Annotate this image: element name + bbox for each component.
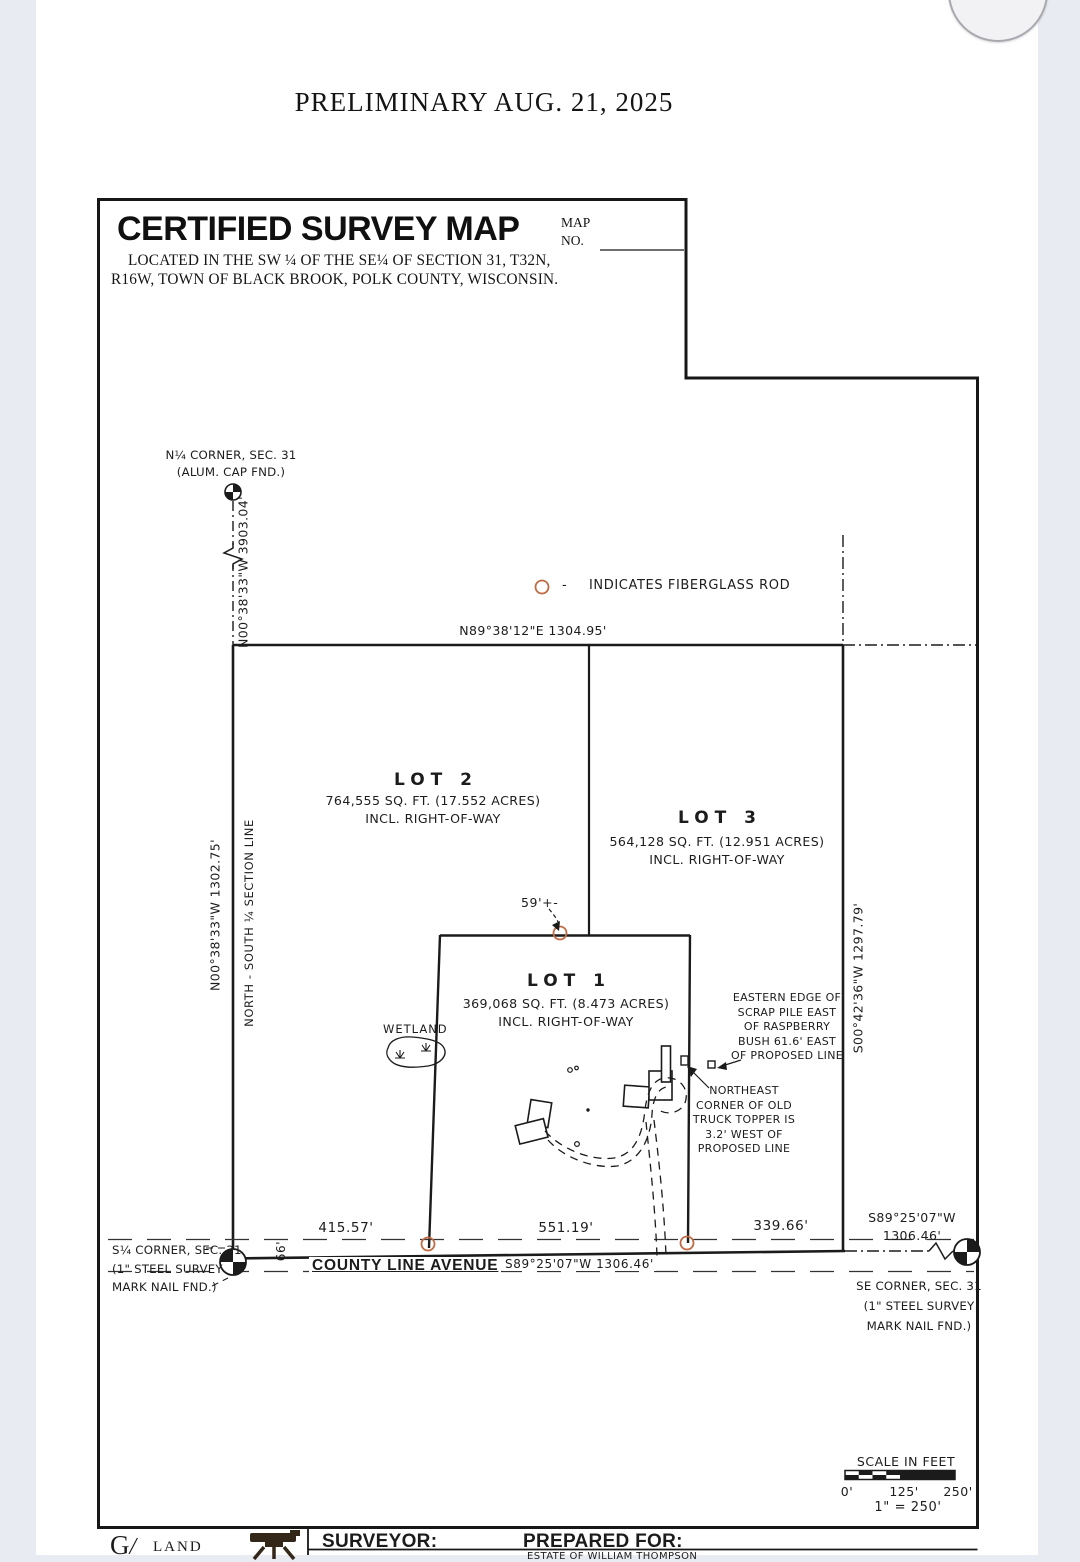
south-line-bearing: S89°25'07"W 1306.46' [505,1257,654,1271]
legend-text: INDICATES FIBERGLASS ROD [589,578,791,593]
note-line: EASTERN EDGE OF [732,991,842,1004]
scrap-arrowhead [717,1062,727,1070]
surveyor-heading: SURVEYOR: [322,1531,438,1552]
dist-415: 415.57' [318,1220,374,1236]
located-line-1: LOCATED IN THE SW ¼ OF THE SE¼ OF SECTION 31, T32N, [128,252,551,269]
truck-topper-marker [681,1056,688,1065]
offset-59-arrow [549,909,559,924]
north-tie-bearing: N00°38'33"W 3903.04' [235,496,251,648]
corner-label-line: (ALUM. CAP FND.) [176,465,286,479]
lot2-area: 764,555 SQ. FT. (17.552 ACRES) [325,793,541,808]
buildings [515,1046,672,1144]
note-line: OF RASPBERRY [743,1020,831,1034]
legend-rod-icon [536,581,549,594]
offset-59-arrowhead [552,921,560,931]
se-corner-label [856,1276,982,1336]
west-line-name: NORTH - SOUTH ¼ SECTION LINE [242,819,256,1027]
marsh-tuft-icon [395,1050,405,1058]
lot3-name: LOT 3 [677,808,763,828]
note-line: TRUCK TOPPER IS [692,1113,796,1127]
prepared-for-value: ESTATE OF WILLIAM THOMPSON [527,1551,698,1562]
wetland-label: WETLAND [383,1022,448,1036]
logo-land-text: LAND [153,1539,203,1555]
corner-label-line: SE CORNER, SEC. 31 [856,1279,982,1293]
note-line: SCRAP PILE EAST [737,1005,837,1019]
north-line-bearing: N89°38'12"E 1304.95' [459,623,607,638]
lot1-name: LOT 1 [526,971,612,991]
corner-label-line: S¼ CORNER, SEC. 31 [112,1243,242,1257]
se-tie-bearing-l1: S89°25'07"W [868,1210,956,1225]
scale-bar [845,1471,955,1480]
legend-dash: - [562,578,568,593]
lot2-note: INCL. RIGHT-OF-WAY [365,811,501,826]
note-line: OF PROPOSED LINE [731,1049,843,1063]
corner-label-line: (1" STEEL SURVEY [112,1261,223,1276]
lot3-area: 564,128 SQ. FT. (12.951 ACRES) [609,834,825,849]
corner-label-line: MARK NAIL FND.) [112,1280,217,1294]
se-tie-bearing-l2: 1306.46' [882,1228,942,1243]
offset-59-label: 59'+- [521,895,559,910]
located-line-2: R16W, TOWN OF BLACK BROOK, POLK COUNTY, WISCONSIN. [111,271,559,288]
south-line-break-symbol [929,1243,953,1259]
section-dashdot-lines [843,535,977,1251]
n-quarter-corner-label [166,447,297,481]
logo-letter-g [110,1530,136,1561]
no-label: NO. [561,233,584,248]
road-name: COUNTY LINE AVENUE [309,1257,501,1275]
se-corner-symbol [954,1239,980,1265]
note-line: CORNER OF OLD [696,1098,792,1112]
lot3-note: INCL. RIGHT-OF-WAY [649,852,785,867]
scrap-pile-note [731,991,843,1064]
map-label: MAP [561,215,591,230]
document-title: CERTIFIED SURVEY MAP [117,210,520,248]
logo-slash-glyph: / [129,1534,137,1560]
note-line: NORTHEAST [709,1084,779,1097]
note-line: 3.2' WEST OF [705,1127,783,1141]
scale-0: 0' [840,1484,854,1499]
west-line-bearing: N00°38'33"W 1302.75' [207,839,223,991]
survey-instrument-icon [250,1530,300,1559]
lot1-note: INCL. RIGHT-OF-WAY [498,1014,634,1029]
lot2-name: LOT 2 [393,770,479,790]
point-features [568,1066,590,1146]
marsh-tuft-icon [421,1043,431,1051]
corner-label-line: N¼ CORNER, SEC. 31 [165,448,297,462]
scale-125: 125' [889,1484,919,1499]
s-quarter-corner-label [112,1241,242,1297]
map-no-block [561,214,590,250]
note-line: PROPOSED LINE [697,1142,791,1156]
prepared-for-heading: PREPARED FOR: [523,1531,683,1552]
corner-label-line: MARK NAIL FND.) [866,1319,972,1333]
corner-label-line: (1" STEEL SURVEY [863,1299,975,1313]
scale-title: SCALE IN FEET [856,1454,956,1469]
truck-topper-note [693,1084,795,1157]
east-line-bearing: S00°42'36"W 1297.79' [850,902,866,1054]
dist-551: 551.19' [538,1220,594,1236]
sheet-border [99,200,978,1528]
lot1-area: 369,068 SQ. FT. (8.473 ACRES) [462,996,670,1011]
note-line: BUSH 61.6' EAST [737,1034,837,1048]
row-width-label: 66' [274,1240,288,1262]
scale-250: 250' [943,1484,973,1499]
logo-g-glyph: G [110,1530,130,1560]
preliminary-stamp: PRELIMINARY AUG. 21, 2025 [294,87,674,117]
scale-ratio: 1" = 250' [874,1500,942,1515]
scrap-pile-marker [708,1061,715,1068]
fiberglass-rod-markers [422,581,694,1251]
dist-339: 339.66' [753,1218,809,1234]
